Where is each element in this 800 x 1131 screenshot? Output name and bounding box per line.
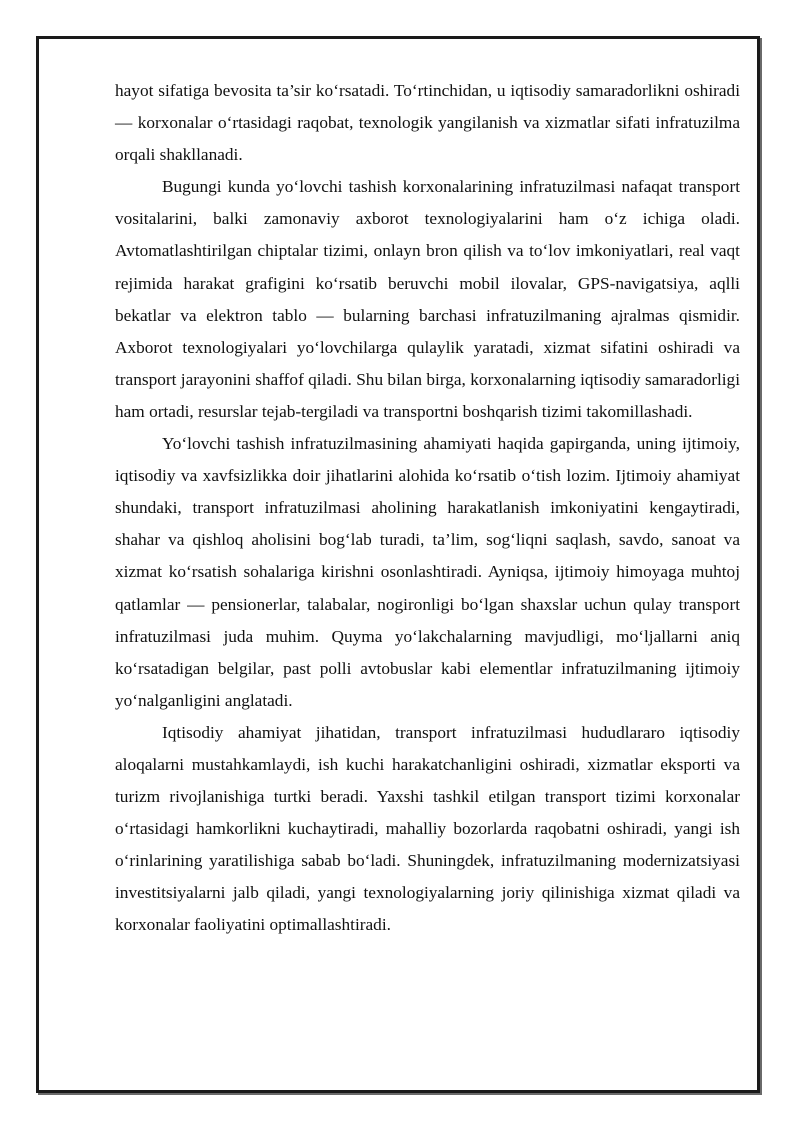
paragraph-social-importance: Yo‘lovchi tashish infratuzilmasining ahamiyati haqida gapirganda, uning ijtimoiy, iqtisodiy va xavfsizlikka doir jihatlarini alohida ko‘rsatib o‘tish lozim. Ijtimoiy ahamiyat shundaki, transport infratuzilmasi aholining harakatlanish imkoniyatini kengaytiradi, shahar va qishloq aholisini bog‘lab turadi, ta’lim, sog‘liqni saqlash, savdo, sanoat va xizmat ko‘rsatish sohalariga kirishni osonlashtiradi. Ayniqsa, ijtimoiy himoyaga muhtoj qatlamlar — pensionerlar, talabalar, nogironligi bo‘lgan shaxslar uchun qulay transport infratuzilmasi juda muhim. Quyma yo‘lakchalarning mavjudligi, mo‘ljallarni aniq ko‘rsatadigan belgilar, past polli avtobuslar kabi elementlar infratuzilmaning ijtimoiy yo‘nalganligini anglatadi.	[115, 434, 740, 710]
paragraph-infrastructure-it: Bugungi kunda yo‘lovchi tashish korxonalarining infratuzilmasi nafaqat transport vositalarini, balki zamonaviy axborot texnologiyalarini ham o‘z ichiga oladi. Avtomatlashtirilgan chiptalar tizimi, onlayn bron qilish va to‘lov imkoniyatlari, real vaqt rejimida harakat grafigini ko‘rsatib beruvchi mobil ilovalar, GPS-navigatsiya, aqlli bekatlar va elektron tablo — bularning barchasi infratuzilmaning ajralmas qismidir. Axborot texnologiyalari yo‘lovchilarga qulaylik yaratadi, xizmat sifatini oshiradi va transport jarayonini shaffof qiladi. Shu bilan birga, korxonalarning iqtisodiy samaradorligi ham ortadi, resurslar tejab-tergiladi va transportni boshqarish tizimi takomillashadi.	[115, 177, 740, 421]
paragraph-economic-importance: Iqtisodiy ahamiyat jihatidan, transport infratuzilmasi hududlararo iqtisodiy aloqalarni mustahkamlaydi, ish kuchi harakatchanligini oshiradi, xizmatlar eksporti va turizm rivojlanishiga turtki beradi. Yaxshi tashkil etilgan transport tizimi korxonalar o‘rtasidagi hamkorlikni kuchaytiradi, mahalliy bozorlarda raqobatni oshiradi, yangi ish o‘rinlarining yaratilishiga sabab bo‘ladi. Shuningdek, infratuzilmaning modernizatsiyasi investitsiyalarni jalb qiladi, yangi texnologiyalarning joriy qilinishiga xizmat qiladi va korxonalar faoliyatini optimallashtiradi.	[115, 722, 740, 935]
document-body	[115, 75, 740, 942]
paragraph-continuation: hayot sifatiga bevosita ta’sir ko‘rsatadi. To‘rtinchidan, u iqtisodiy samaradorlikni oshiradi — korxonalar o‘rtasidagi raqobat, texnologik yangilanish va xizmatlar sifati infratuzilma orqali shakllanadi.	[115, 81, 740, 165]
